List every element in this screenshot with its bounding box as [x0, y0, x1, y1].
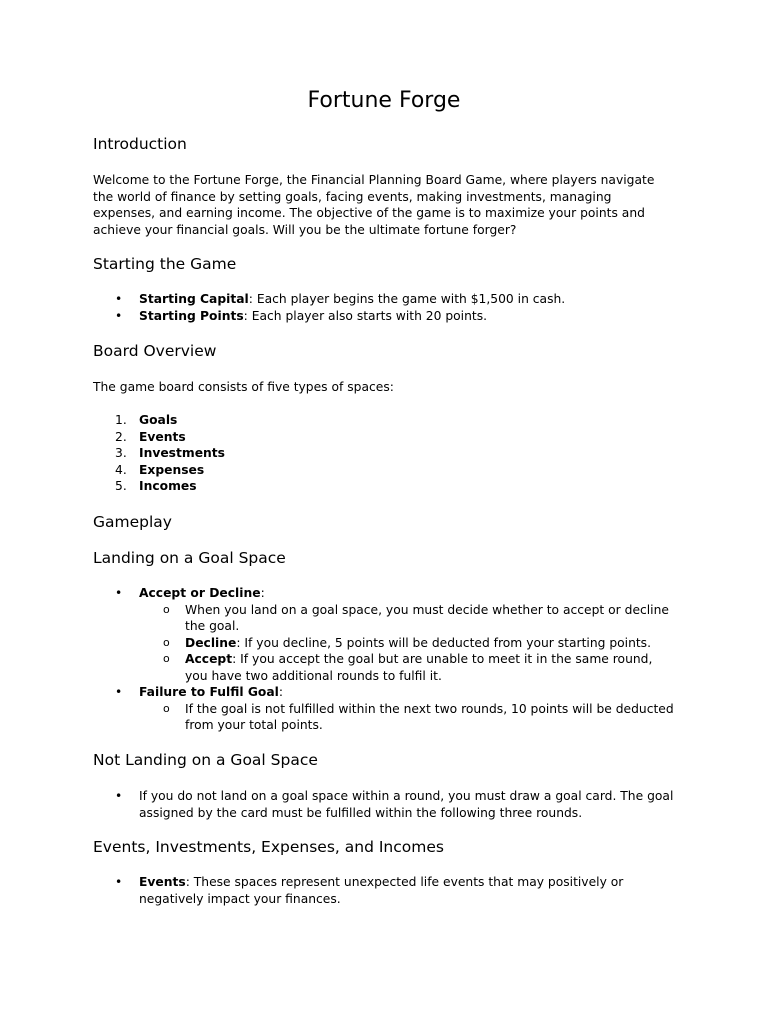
sub-list — [139, 701, 675, 734]
list-item: • Starting Points: Each player also starts with 20 points. — [115, 308, 488, 323]
circle-bullet-icon: o — [163, 635, 170, 649]
heading-introduction: Introduction — [93, 135, 187, 153]
heading-starting-the-game: Starting the Game — [93, 255, 237, 273]
heading-landing-on-goal-space: Landing on a Goal Space — [93, 549, 286, 567]
list-item: o Decline: If you decline, 5 points will be deducted from your starting points. — [163, 635, 651, 650]
not-landing-list — [93, 788, 675, 821]
circle-bullet-icon: o — [163, 701, 170, 715]
list-item: o If the goal is not fulfilled within the next two rounds, 10 points will be deducted from your total points. — [163, 701, 674, 732]
bullet-icon: • — [115, 875, 123, 889]
intro-paragraph: Welcome to the Fortune Forge, the Financial Planning Board Game, where players navigate the world of finance by setting goals, facing events, making investments, managing expenses, and earning income. The objective of the game is to maximize your points and achieve your financial goals. Will you be the ultimate fortune forger? — [93, 173, 655, 237]
list-item: 4. Expenses — [115, 462, 205, 477]
bullet-icon: • — [115, 308, 123, 323]
heading-events-investments-expenses-incomes: Events, Investments, Expenses, and Incomes — [93, 838, 444, 856]
list-item: o Accept: If you accept the goal but are unable to meet it in the same round, you have two additional rounds to fulfil it. — [163, 652, 653, 683]
bullet-icon: • — [115, 586, 123, 600]
list-item: 5. Incomes — [115, 479, 197, 493]
list-item: 1. Goals — [115, 413, 178, 427]
list-item: • If you do not land on a goal space within a round, you must draw a goal card. The goal assigned by the card must be fulfilled within the following three rounds. — [115, 789, 674, 820]
heading-not-landing-on-goal-space: Not Landing on a Goal Space — [93, 751, 318, 769]
sub-list — [139, 602, 675, 685]
starting-list — [93, 291, 675, 324]
bullet-icon: • — [115, 292, 123, 306]
spaces-list — [93, 412, 675, 495]
bullet-icon: • — [115, 685, 123, 699]
heading-board-overview: Board Overview — [93, 342, 217, 360]
list-item: • Accept or Decline: o When you land on a goal space, you must decide whether to accept or decline the goal. o Decline: If you decline, 5 points will be deducted from your starting points. o Accept: If you accept the goal but are unable to meet it in the same round, you have two additional rounds to fulfil it. — [93, 585, 675, 684]
list-item: • Starting Capital: Each player begins the game with $1,500 in cash. — [115, 292, 566, 306]
list-item: 2. Events — [115, 429, 186, 444]
list-item: • Events: These spaces represent unexpected life events that may positively or negatively impact your finances. — [115, 875, 624, 906]
list-item: 3. Investments — [115, 446, 225, 460]
document-title: Fortune Forge — [307, 88, 461, 113]
circle-bullet-icon: o — [163, 602, 170, 616]
list-item: o When you land on a goal space, you must decide whether to accept or decline the goal. — [163, 602, 669, 633]
heading-gameplay: Gameplay — [93, 513, 172, 531]
board-paragraph: The game board consists of five types of spaces: — [93, 380, 394, 394]
list-item: • Failure to Fulfil Goal: o If the goal is not fulfilled within the next two rounds, 10 points will be deducted from your total points. — [115, 685, 674, 732]
circle-bullet-icon: o — [163, 652, 170, 665]
bullet-icon: • — [115, 789, 123, 803]
landing-list — [93, 585, 675, 734]
events-list — [93, 874, 675, 907]
